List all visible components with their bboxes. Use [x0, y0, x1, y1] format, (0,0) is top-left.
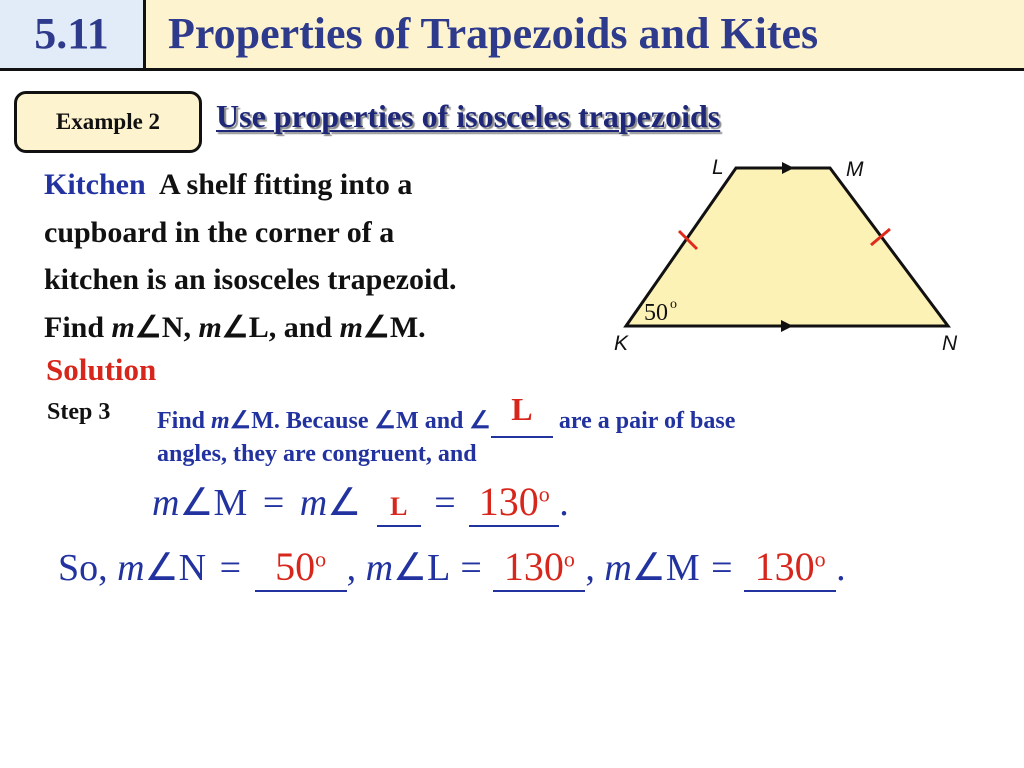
angle-n-label: N,: [161, 311, 191, 344]
problem-line-3: kitchen is an isosceles trapezoid.: [44, 263, 457, 296]
find-word: Find: [44, 311, 105, 344]
equals-sign: =: [460, 547, 482, 589]
angle-icon: ∠: [631, 547, 666, 589]
measure-m: m: [299, 482, 328, 524]
angle-L-label: L: [427, 547, 449, 589]
header-divider: [0, 68, 1024, 71]
measure-m: m: [111, 311, 135, 344]
step-line-2: angles, they are congruent, and: [157, 441, 477, 467]
angle-M-label: M: [213, 482, 248, 524]
problem-topic: Kitchen: [44, 168, 146, 201]
comma: ,: [585, 547, 595, 589]
angle-icon: ∠: [229, 408, 252, 434]
example-title: Use properties of isosceles trapezoids: [216, 98, 721, 134]
angle-icon: ∠: [179, 482, 214, 524]
angle-icon: ∠: [393, 547, 428, 589]
angle-k-value: 50: [644, 300, 668, 326]
problem-text-1: A shelf fitting into a: [159, 168, 413, 201]
step-line-1: [157, 391, 736, 438]
problem-line-1: [44, 168, 412, 202]
degree-symbol: o: [670, 297, 677, 312]
answer-blank: [469, 478, 559, 527]
measure-m: m: [365, 547, 394, 589]
equals-sign: =: [434, 482, 456, 524]
degree-symbol: o: [814, 546, 826, 572]
answer-L: L: [511, 391, 533, 427]
problem-line-2: cupboard in the corner of a: [44, 216, 395, 249]
step-label: Step 3: [47, 399, 111, 425]
trapezoid-figure: [600, 150, 980, 360]
answer-blank: [377, 481, 421, 527]
angle-icon: ∠: [362, 311, 390, 344]
angle-icon: ∠: [327, 482, 362, 524]
equals-sign: =: [262, 482, 285, 524]
answer-M-value: 130: [754, 544, 815, 589]
measure-m: m: [339, 311, 363, 344]
angle-icon: ∠: [221, 311, 249, 344]
so-word: So,: [58, 547, 108, 589]
equation-1: [152, 478, 569, 527]
period: .: [559, 482, 569, 524]
vertex-M-label: M: [846, 158, 864, 181]
solution-heading: Solution: [46, 352, 157, 387]
answer-L: L: [390, 492, 408, 521]
answer-blank-L: [493, 543, 585, 592]
find-word: Find: [157, 408, 206, 434]
measure-m: m: [198, 311, 222, 344]
angle-icon: ∠: [469, 408, 491, 434]
equals-sign: =: [711, 547, 733, 589]
degree-symbol: o: [538, 481, 550, 507]
angle-l-label: L, and: [248, 311, 333, 344]
angle-N-label: N: [178, 547, 207, 589]
answer-value: 130: [478, 479, 539, 524]
section-number: 5.11: [0, 0, 146, 68]
angle-M-label: M: [665, 547, 700, 589]
angle-m-label: M.: [389, 311, 426, 344]
problem-line-4: [44, 310, 426, 345]
angle-icon: ∠: [374, 408, 397, 434]
equals-sign: =: [219, 547, 242, 589]
step-text: M. Because: [251, 408, 369, 434]
equation-2: [58, 543, 846, 592]
answer-blank-N: [255, 543, 347, 592]
degree-symbol: o: [315, 546, 327, 572]
answer-blank-M: [744, 543, 836, 592]
measure-m: m: [152, 482, 180, 524]
answer-L-value: 130: [503, 544, 564, 589]
period: .: [836, 547, 846, 589]
step-text: M and: [396, 408, 464, 434]
comma: ,: [346, 547, 357, 589]
measure-m: m: [117, 547, 145, 589]
vertex-N-label: N: [942, 332, 958, 355]
angle-icon: ∠: [134, 311, 162, 344]
answer-blank: [491, 391, 553, 438]
step-text: are a pair of base: [558, 408, 736, 434]
measure-m: m: [211, 408, 230, 434]
example-badge: Example 2: [14, 91, 202, 153]
page-title: Properties of Trapezoids and Kites: [146, 0, 1024, 68]
measure-m: m: [604, 547, 632, 589]
vertex-L-label: L: [712, 156, 724, 179]
degree-symbol: o: [563, 546, 575, 572]
answer-N-value: 50: [275, 544, 316, 589]
angle-icon: ∠: [144, 547, 179, 589]
vertex-K-label: K: [614, 332, 629, 355]
